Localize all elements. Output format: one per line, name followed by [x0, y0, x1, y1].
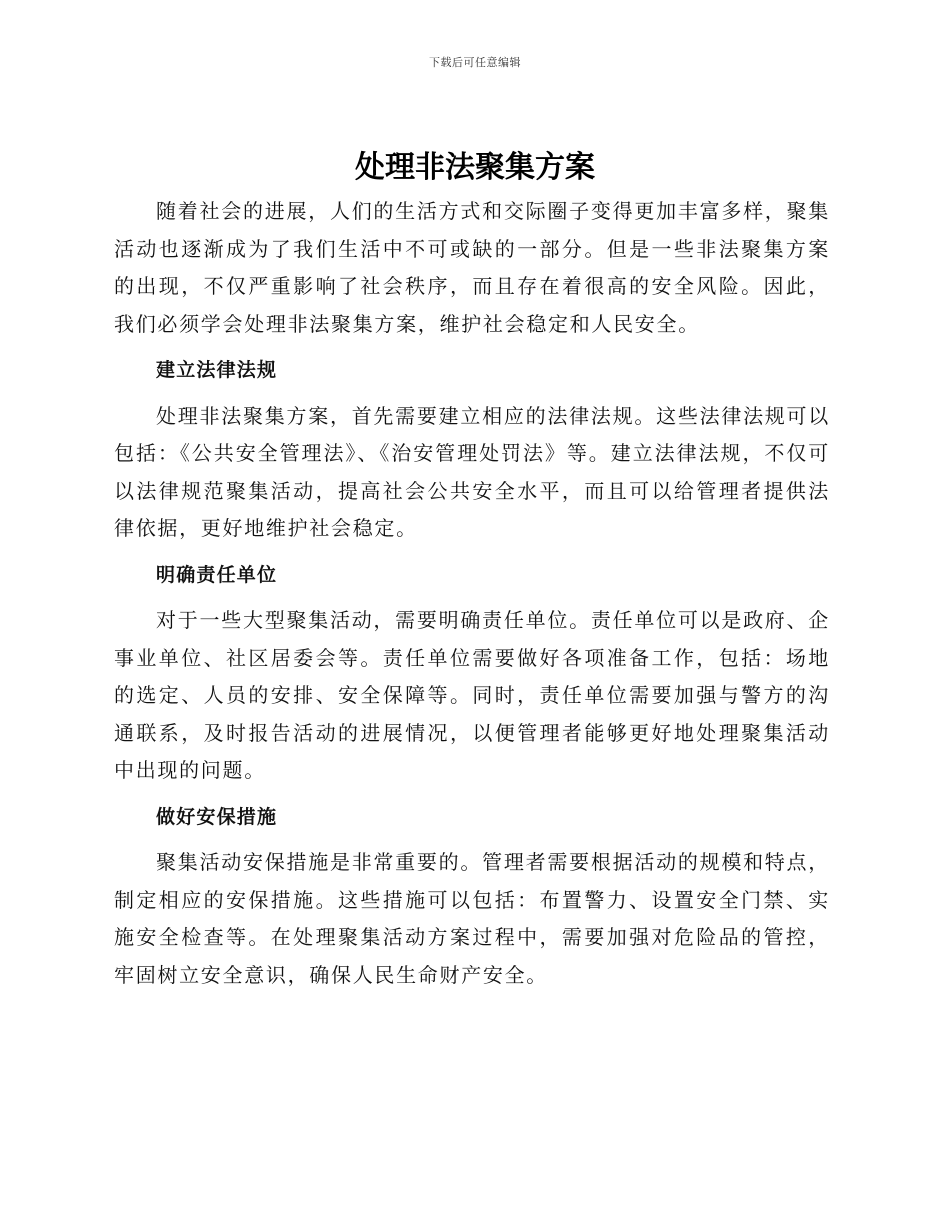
section-paragraph-responsibility: 对于一些大型聚集活动，需要明确责任单位。责任单位可以是政府、企事业单位、社区居委会等。责任单位需要做好各项准备工作，包括：场地的选定、人员的安排、安全保障等。同时，责任单位需要加强与警方的沟通联系，及时报告活动的进展情况，以便管理者能够更好地处理聚集活动中出现的问题。 — [114, 608, 830, 782]
intro-paragraph: 随着社会的进展，人们的生活方式和交际圈子变得更加丰富多样，聚集活动也逐渐成为了我们生活中不可或缺的一部分。但是一些非法聚集方案的出现，不仅严重影响了社会秩序，而且存在着很高的安全风险。因此，我们必须学会处理非法聚集方案，维护社会稳定和人民安全。 — [114, 199, 830, 336]
section-paragraph-laws: 处理非法聚集方案，首先需要建立相应的法律法规。这些法律法规可以包括：《公共安全管理法》、《治安管理处罚法》等。建立法律法规，不仅可以法律规范聚集活动，提高社会公共安全水平，而且可以给管理者提供法律依据，更好地维护社会稳定。 — [114, 403, 830, 540]
section-heading-responsibility: 明确责任单位 — [156, 563, 278, 586]
section-heading-security: 做好安保措施 — [156, 805, 278, 828]
document-title: 处理非法聚集方案 — [355, 150, 595, 185]
section-paragraph-security: 聚集活动安保措施是非常重要的。管理者需要根据活动的规模和特点，制定相应的安保措施。这些措施可以包括：布置警力、设置安全门禁、实施安全检查等。在处理聚集活动方案过程中，需要加强对危险品的管控，牢固树立安全意识，确保人民生命财产安全。 — [114, 850, 830, 987]
document-body — [114, 193, 830, 994]
header-note: 下载后可任意编辑 — [429, 56, 521, 69]
section-heading-laws: 建立法律法规 — [156, 359, 278, 381]
